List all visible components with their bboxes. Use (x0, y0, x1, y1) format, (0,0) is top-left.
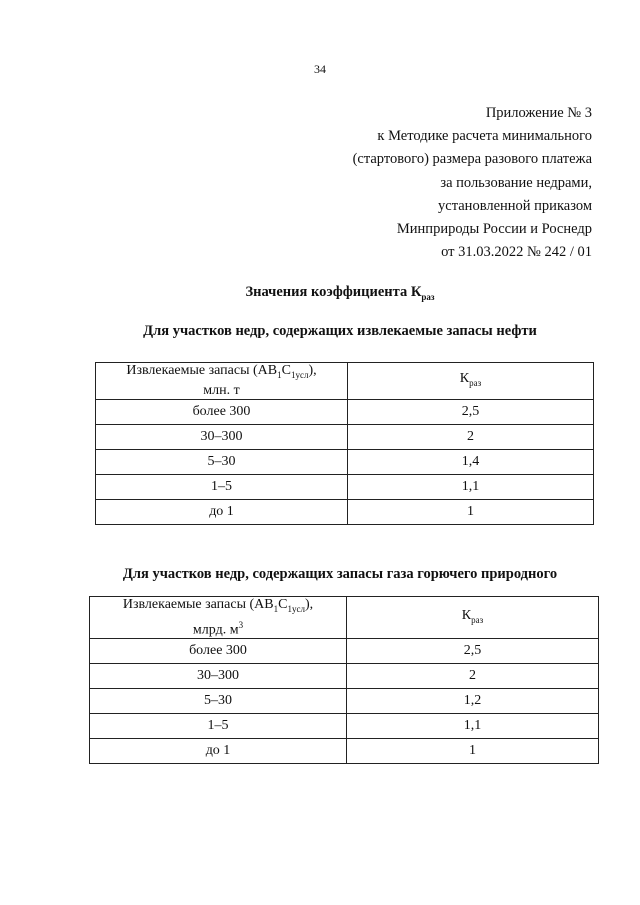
reserves-cell: 30–300 (90, 664, 347, 689)
table-row (90, 664, 599, 689)
table-row (96, 425, 594, 450)
reserves-cell: 1–5 (90, 714, 347, 739)
coefficient-cell: 2,5 (347, 639, 599, 664)
table-row (90, 689, 599, 714)
title-text: Значения коэффициента К (245, 284, 422, 300)
reserves-cell: 5–30 (96, 450, 348, 475)
coefficient-cell: 1 (348, 500, 594, 525)
reserves-cell: 1–5 (96, 475, 348, 500)
coefficient-cell: 1,1 (347, 714, 599, 739)
gas-section-heading: Для участков недр, содержащих запасы газа горючего природного (122, 566, 558, 582)
table-header-row (90, 597, 599, 639)
appendix-line: Минприроды России и Роснедр (396, 221, 592, 238)
appendix-line: от 31.03.2022 № 242 / 01 (441, 244, 592, 261)
reserves-cell: 5–30 (90, 689, 347, 714)
reserves-header: Извлекаемые запасы $(AB_1C_{1усл})$, млрд. $м^3$ (90, 597, 347, 639)
coefficient-header: $К_{раз}$ (347, 597, 599, 639)
appendix-line: за пользование недрами, (440, 174, 592, 191)
appendix-line: установленной приказом (438, 197, 592, 214)
coefficient-cell: 2,5 (348, 400, 594, 425)
appendix-line: к Методике расчета минимального (377, 128, 592, 145)
oil-table (95, 362, 594, 525)
coefficient-cell: 2 (347, 664, 599, 689)
coefficient-cell: 2 (348, 425, 594, 450)
table-row (90, 739, 599, 764)
reserves-header: Извлекаемые запасы $(AB_1C_{1усл})$, млн. т (96, 363, 348, 400)
reserves-cell: до 1 (96, 500, 348, 525)
coefficient-header: $К_{раз}$ (348, 363, 594, 400)
table-row (96, 400, 594, 425)
reserves-cell: до 1 (90, 739, 347, 764)
coefficient-cell: 1,1 (348, 475, 594, 500)
reserves-cell: более 300 (96, 400, 348, 425)
table-row (90, 714, 599, 739)
coefficient-cell: 1,4 (348, 450, 594, 475)
title-subscript: раз (421, 291, 435, 302)
table-row (96, 500, 594, 525)
table-row (90, 639, 599, 664)
coefficient-cell: 1 (347, 739, 599, 764)
coefficient-cell: 1,2 (347, 689, 599, 714)
gas-table (89, 596, 599, 764)
reserves-cell: 30–300 (96, 425, 348, 450)
appendix-line: (стартового) размера разового платежа (352, 151, 592, 168)
table-row (96, 450, 594, 475)
table-row (96, 475, 594, 500)
appendix-line: Приложение № 3 (485, 105, 592, 121)
table-header-row (96, 363, 594, 400)
oil-section-heading: Для участков недр, содержащих извлекаемые запасы нефти (143, 323, 537, 339)
appendix-block (353, 102, 592, 264)
page-number: 34 (314, 62, 326, 76)
reserves-cell: более 300 (90, 639, 347, 664)
document-title (0, 284, 640, 302)
